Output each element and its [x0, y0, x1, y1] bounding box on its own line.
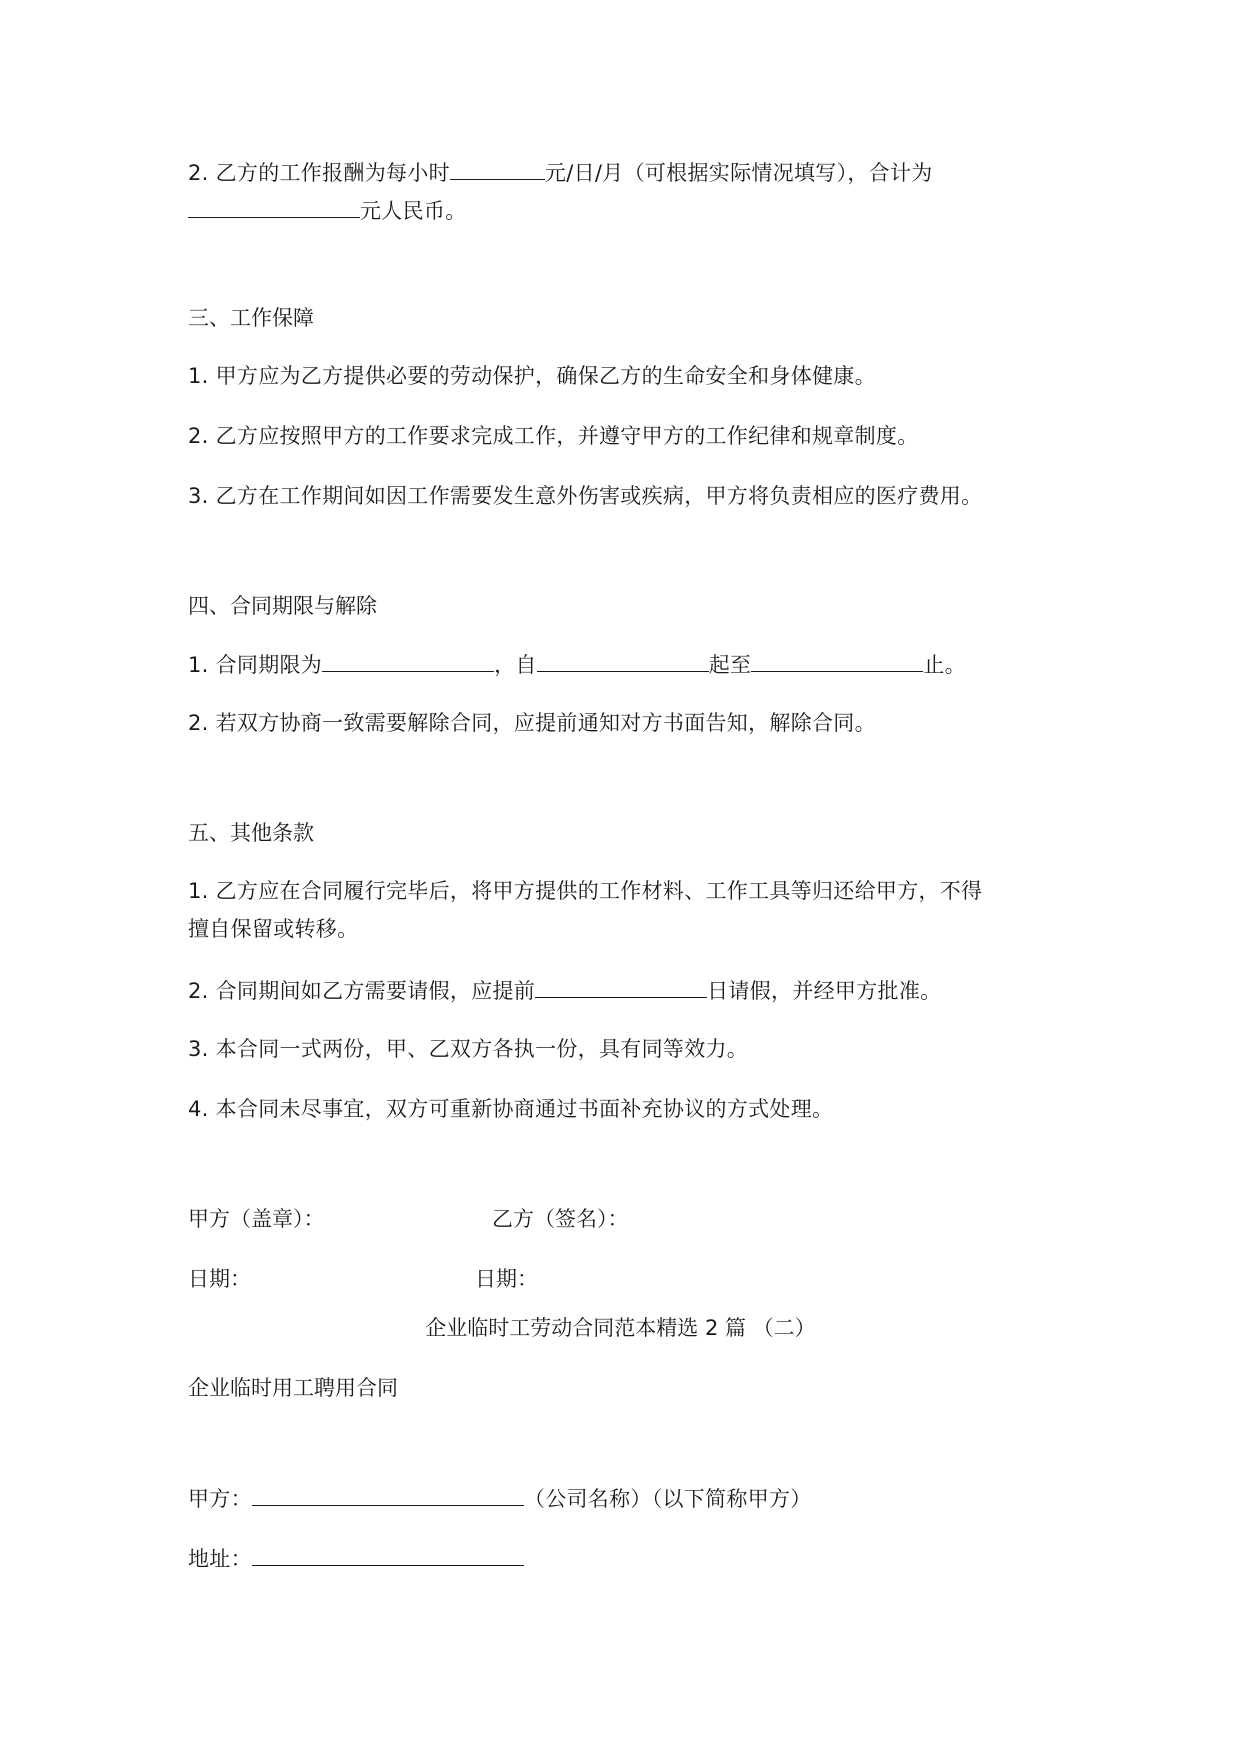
second-doc-address-line: [188, 1543, 524, 1574]
section-heading-contract-term: 四、合同期限与解除: [188, 594, 377, 618]
salary-clause-text-3: 元人民币。: [360, 199, 467, 223]
other-terms-item-2: [188, 975, 941, 1006]
leave-days-blank[interactable]: [535, 975, 707, 998]
work-guarantee-item-3: 3. 乙方在工作期间如因工作需要发生意外伤害或疾病，甲方将负责相应的医疗费用。: [188, 484, 983, 508]
section-heading-work-guarantee: 三、工作保障: [188, 306, 314, 330]
other-terms-item-1-line1: 1. 乙方应在合同履行完毕后，将甲方提供的工作材料、工作工具等归还给甲方，不得: [188, 879, 983, 903]
salary-clause-text-2: 元/日/月（可根据实际情况填写），合计为: [544, 161, 933, 185]
contract-term-text-2: ，自: [494, 653, 537, 677]
contract-term-text-3: 起至: [708, 653, 752, 677]
end-date-blank[interactable]: [751, 649, 923, 672]
party-a-date-label: 日期：: [188, 1267, 251, 1291]
contract-duration-blank[interactable]: [322, 649, 494, 672]
work-guarantee-item-2: 2. 乙方应按照甲方的工作要求完成工作，并遵守甲方的工作纪律和规章制度。: [188, 424, 919, 448]
salary-clause-line2: [188, 195, 467, 226]
start-date-blank[interactable]: [537, 649, 709, 672]
second-document-subtitle: 企业临时用工聘用合同: [188, 1376, 398, 1400]
party-a-seal-label: 甲方（盖章）：: [188, 1207, 325, 1231]
contract-term-item-1: [188, 649, 966, 680]
leave-clause-text-2: 日请假，并经甲方批准。: [707, 979, 942, 1003]
party-b-signature-label: 乙方（签名）：: [492, 1207, 629, 1231]
hourly-rate-blank[interactable]: [450, 157, 545, 180]
company-name-blank[interactable]: [252, 1483, 524, 1506]
other-terms-item-1-line2: 擅自保留或转移。: [188, 917, 359, 941]
work-guarantee-item-1: 1. 甲方应为乙方提供必要的劳动保护，确保乙方的生命安全和身体健康。: [188, 364, 876, 388]
salary-clause-text-1: 2. 乙方的工作报酬为每小时: [188, 161, 450, 185]
total-amount-blank[interactable]: [188, 195, 360, 218]
section-heading-other-terms: 五、其他条款: [188, 821, 314, 845]
second-doc-party-a-label: 甲方：: [188, 1487, 252, 1511]
second-document-title: 企业临时工劳动合同范本精选 2 篇 （二）: [425, 1316, 816, 1340]
salary-clause-line1: [188, 157, 933, 188]
leave-clause-text-1: 2. 合同期间如乙方需要请假，应提前: [188, 979, 536, 1003]
second-doc-party-a-suffix: （公司名称）（以下简称甲方）: [523, 1487, 812, 1511]
second-doc-party-a-line: [188, 1483, 812, 1514]
second-doc-address-label: 地址：: [188, 1547, 252, 1571]
contract-term-text-1: 1. 合同期限为: [188, 653, 323, 677]
party-b-date-label: 日期：: [475, 1267, 538, 1291]
contract-term-text-4: 止。: [923, 653, 966, 677]
other-terms-item-3: 3. 本合同一式两份，甲、乙双方各执一份，具有同等效力。: [188, 1037, 749, 1061]
contract-term-item-2: 2. 若双方协商一致需要解除合同，应提前通知对方书面告知，解除合同。: [188, 711, 876, 735]
address-blank[interactable]: [252, 1543, 524, 1566]
other-terms-item-4: 4. 本合同未尽事宜，双方可重新协商通过书面补充协议的方式处理。: [188, 1097, 834, 1121]
